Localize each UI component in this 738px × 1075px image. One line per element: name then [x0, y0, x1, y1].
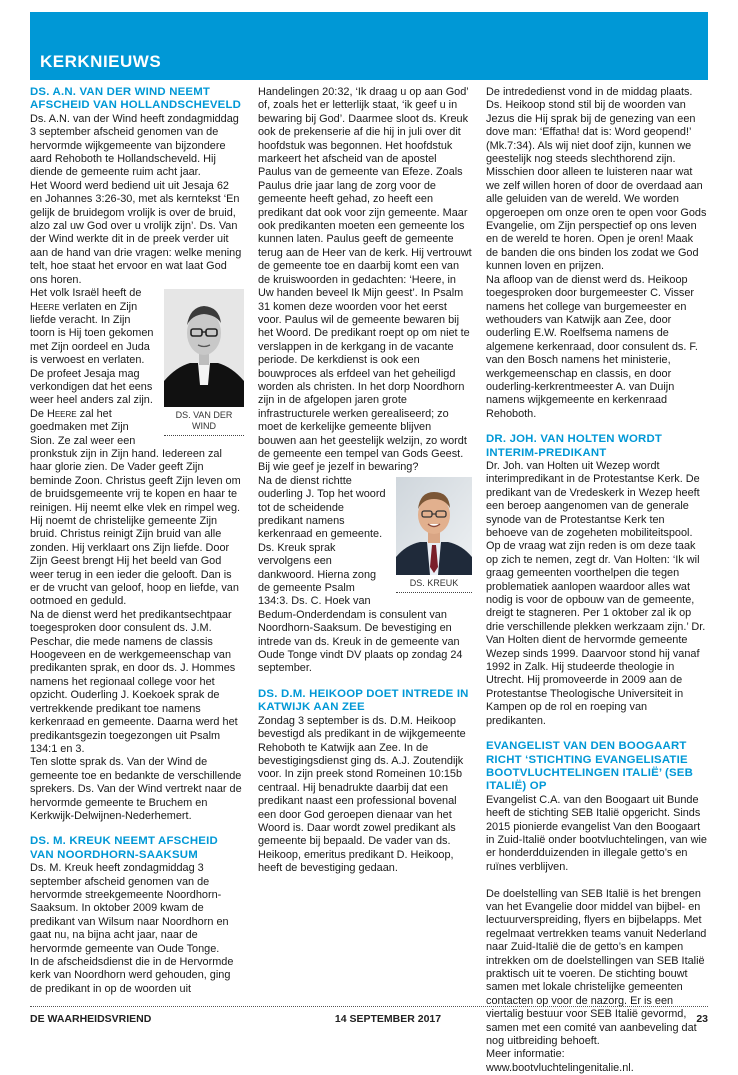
portrait-photo-kreuk	[396, 477, 472, 575]
footer-publication: DE WAARHEIDSVRIEND	[30, 1013, 152, 1025]
section-title: KERKNIEUWS	[40, 52, 162, 71]
headline-kreuk: DS. M. KREUK NEEMT AFSCHEID VAN NOORDHORN-SAAKSUM	[30, 835, 218, 861]
column-3	[486, 86, 708, 1075]
footer-page-number: 23	[696, 1013, 708, 1025]
portrait-kreuk-image	[396, 477, 472, 575]
heikoop-paragraph-2: De intrededienst vond in de middag plaats. Ds. Heikoop stond stil bij de woorden van Jezus die Hij sprak bij de genezing van een dove man: ‘Effatha! dat is: Word geopend!’ (Mk.7:34). Als wij niet doof zijn, kunnen we geestelijk nog steeds slechthorend zijn. Misschien door alleen te luisteren naar wat we zelf willen horen of door de overdaad aan alle geluiden van de wereld. We worden opgeroepen om onze oren te open voor Gods Evangelie, om Zijn perspectief op ons leven en de wereld te horen. Open je oren! Maak de banden die ons binden los zodat we God kunnen loven en prijzen.	[486, 86, 707, 273]
wind-p3-text-c: zal het goedmaken met Zijn Sion. Ze zal weer een pronkstuk zijn in Zijn hand. Iedereen zal haar glorie zien. De Vader geeft Zijn beminde Zoon. Christus geeft Zijn leven om de bruidsgemeente vrij te kopen en haar te reinigen. Hij neemt elke vlek en rimpel weg. Hij noemt de christelijke gemeente Zijn bruid. Christus reinigt Zijn bruid van alle zonden. Hij verklaart ons Zijn liefde. Door Zijn Geest brengt Hij het beeld van God weer terug in een ieder die gelooft. Dan is er de vrucht van geloof, hoop en liefde, van ootmoed en geduld.	[30, 407, 241, 608]
headline-van-den-boogaart: EVANGELIST VAN DEN BOOGAART RICHT ‘STICHTING EVANGELISATIE BOOTVLUCHTELINGEN ITALIË’ (SEB ITALIË) OP	[486, 740, 694, 793]
footer-date: 14 SEPTEMBER 2017	[334, 1013, 442, 1025]
footer-divider	[30, 1006, 708, 1007]
portrait-photo-van-der-wind	[164, 289, 244, 407]
photo-kreuk-figure	[396, 477, 472, 593]
boogaart-more-info: Meer informatie:	[486, 1048, 565, 1061]
kreuk-paragraph-3: Na de dienst richtte ouderling J. Top het woord tot de scheidende predikant namens kerkenraad en gemeente. Ds. Kreuk sprak vervolgens een dankwoord. Hierna zong de gemeente Psalm 134:3. Ds. C. Hoek van Bedum-Onderdendam is consulent van Noordhorn-Saaksum. De bevestiging en intrede van ds. Kreuk in de gemeente van Oude Tonge vindt DV plaats op zondag 24 september.	[258, 474, 463, 675]
top-margin	[0, 0, 738, 12]
headline-heikoop: DS. D.M. HEIKOOP DOET INTREDE IN KATWIJK AAN ZEE	[258, 687, 469, 714]
kreuk-paragraph-2-continued: Handelingen 20:32, ‘Ik draag u op aan God’ of, zoals het er letterlijk staat, ‘ik geef u in bewaring bij God’. Daarmee sloot ds. Kreuk ook de prekenserie af die hij in juli over dit hoofdstuk was begonnen. Het hoofdstuk markeert het afscheid van de apostel Paulus van de gemeente van Efeze. Zoals Paulus drie jaar lang de zorg voor de gemeente heeft gehad, zo heeft een predikant dat ook voor zijn gemeente. Maar ook predikanten moeten een gemeente los kunnen laten. Paulus geeft de gemeente terug aan de Heer van de kerk. Hij vertrouwt de gemeente toe en daarbij komt een van de kruiswoorden in gedachten: ‘Heere, in Uw handen beveel Ik Mijn geest’. In Psalm 31 komen deze woorden voor het eerst voor. Paulus wil de gemeente bewaren bij het Woord. De predikant roept op om niet te verslappen in de kerkgang in de vacante periode. De kerkdienst is ook een bouwproces als erfdeel van het geheiligd worden als christen. In het dorp Noordhorn zijn in de afgelopen jaren grote infrastructurele werken gerealiseerd; zo moet de kerkelijke gemeente blijven bouwen aan het geestelijk welzijn, zo wordt de gemeente een tempel van Gods Geest. Bij wie geef je jezelf in bewaring?	[258, 86, 472, 474]
photo-caption-kreuk: DS. KREUK	[396, 575, 472, 593]
headline-van-der-wind: DS. A.N. VAN DER WIND NEEMT AFSCHEID VAN HOLLANDSCHEVELD	[30, 86, 242, 112]
portrait-van-der-wind-image	[164, 289, 244, 407]
wind-p3-text-a: Het volk Israël heeft de	[30, 287, 142, 300]
wind-paragraph-4: Na de dienst werd het predikantsechtpaar toegesproken door consulent ds. J.M. Peschar, die mede namens de classis Hoogeveen en de werkgemeenschap van predikanten sprak, en door ds. J. Hommes namens het regionaal college voor het opzicht. Ouderling J. Koekoek sprak de vertrekkende predikant toe namens kerkenraad en gemeente. Daarna werd het predikantsgezin toegezongen uit Psalm 134:1 en 3.	[30, 608, 238, 755]
kreuk-paragraph-2: In de afscheidsdienst die in de Hervormde kerk van Noordhorn werd gehouden, ging de predikant in op de woorden uit	[30, 956, 234, 995]
holten-paragraph-1: Dr. Joh. van Holten uit Wezep wordt interimpredikant in de Protestantse Kerk. De predikant van de Vredeskerk in Wezep heeft een beroep aangenomen van de generale synode van de Protestantse Kerk ten behoeve van de zogeheten mobiliteitspool. Op de vraag wat zijn reden is om deze taak op zich te nemen, zegt dr. Van Holten: ‘Ik wil graag gemeenten voorthelpen die tegen problematiek aanlopen waardoor alles wat nodig is voor de opbouw van de gemeente, dreigt te stagneren. Per 1 oktober zal ik op drie verschillende plekken werkzaam zijn.’ Dr. Van Holten dient de hervormde gemeente Wezep sinds 1999. Daarvoor stond hij vanaf 1992 in Zalk. Hij studeerde theologie in Utrecht. Hij promoveerde in 2009 aan de Protestantse Theologische Universiteit in Kampen op de rol en roeping van predikanten.	[486, 459, 706, 727]
photo-van-der-wind-figure	[164, 289, 244, 436]
heikoop-paragraph-1: Zondag 3 september is ds. D.M. Heikoop bevestigd als predikant in de wijkgemeente Rehoboth te Katwijk aan Zee. In de bevestigingsdienst ging ds. A.J. Zoutendijk voor. In zijn preek stond Romeinen 10:15b centraal. Hij benadrukte daarbij dat een predikant naast een professional bovenal een door God geroepen dienaar van het Woord is. Daar wordt zowel predikant als gemeente bij bepaald. De vader van ds. Heikoop, emeritus predikant D. Heikoop, heeft de bevestiging gedaan.	[258, 714, 466, 875]
wind-paragraph-1: Ds. A.N. van der Wind heeft zondagmiddag 3 september afscheid genomen van de hervormde wijkgemeente van bijzondere aard Rehoboth te Hollandscheveld. Hij diende de gemeente ruim acht jaar.	[30, 112, 239, 179]
heikoop-paragraph-3: Na afloop van de dienst werd ds. Heikoop toegesproken door burgemeester C. Visser namens het college van burgemeester en wethouders van Katwijk aan Zee, door ouderling E.W. Roelfsema namens de algemene kerkenraad, door consulent ds. F. van den Bosch namens het ministerie, werkgemeenschap en classis, en door ouderling-kerkrentmeester A. van Duijn namens wijkgemeente en kerkenraad Rehoboth.	[486, 273, 698, 420]
wind-p3-text-b: verlaten en Zijn liefde veracht. In Zijn toorn is Hij toen gekomen met Zijn oordeel en Juda is verwoest en verlaten. De profeet Jesaja mag verkondigen dat het eens weer heel anders zal zijn. De	[30, 300, 154, 420]
section-header-bar	[30, 12, 708, 80]
column-1	[30, 86, 244, 996]
boogaart-paragraph-1: Evangelist C.A. van den Boogaart uit Bunde heeft de stichting SEB Italië opgericht. Sinds 2015 pionierde evangelist Van den Boogaart in Zuid-Italië onder bootvluchtelingen, van wie er honderdduizenden in illegale getto’s en ruïnes verblijven.	[486, 793, 707, 873]
photo-caption-van-der-wind: DS. VAN DER WIND	[164, 407, 244, 436]
column-2	[258, 86, 472, 876]
wind-p3-heere-2: Heere	[46, 407, 77, 420]
boogaart-paragraph-2: De doelstelling van SEB Italië is het brengen van het Evangelie door middel van bijbel- en lectuurverspreiding, flyers en bijbelapps. Met regelmaat vertrekken teams vanuit Nederland naar Zuid-Italië die de getto’s en kampen intrekken om de doelstellingen van SEB Italië praktisch uit te voeren. De stichting bouwt samen met lokale christelijke gemeenten contacten op voor de nazorg. Er is een viertalig bestuur voor SEB Italië gevormd, samen met een comité van aanbeveling dat nog uitbreiding behoeft.	[486, 887, 707, 1048]
wind-p3-heere: Heere	[30, 300, 60, 313]
wind-paragraph-2: Het Woord werd bediend uit uit Jesaja 62 en Johannes 3:26-30, met als kerntekst ‘En gelijk de bruidegom vrolijk is over de bruid, alzo zal uw God over u vrolijk zijn’. Ds. Van der Wind werkte dit in de preek verder uit aan de hand van drie vragen: welke mening telt, hoe staat het ervoor en wat laat God ons horen.	[30, 179, 242, 286]
headline-van-holten: DR. JOH. VAN HOLTEN WORDT INTERIM-PREDIKANT	[486, 433, 663, 459]
boogaart-website-url: www.bootvluchtelingenitalie.nl.	[486, 1061, 634, 1074]
kreuk-paragraph-1: Ds. M. Kreuk heeft zondagmiddag 3 september afscheid genomen van de hervormde streekgemeente Noordhorn-Saaksum. In oktober 2009 kwam de predikant van Wilsum naar Noordhorn en gaat nu, na bijna acht jaar, naar de hervormde gemeente van Oude Tonge.	[30, 862, 229, 955]
wind-paragraph-5: Ten slotte sprak ds. Van der Wind de gemeente toe en bedankte de verschillende sprekers. Ds. Van der Wind vertrekt naar de hervormde gemeente te Bruchem en Kerkwijk-Delwijnen-Nederhemert.	[30, 756, 242, 822]
